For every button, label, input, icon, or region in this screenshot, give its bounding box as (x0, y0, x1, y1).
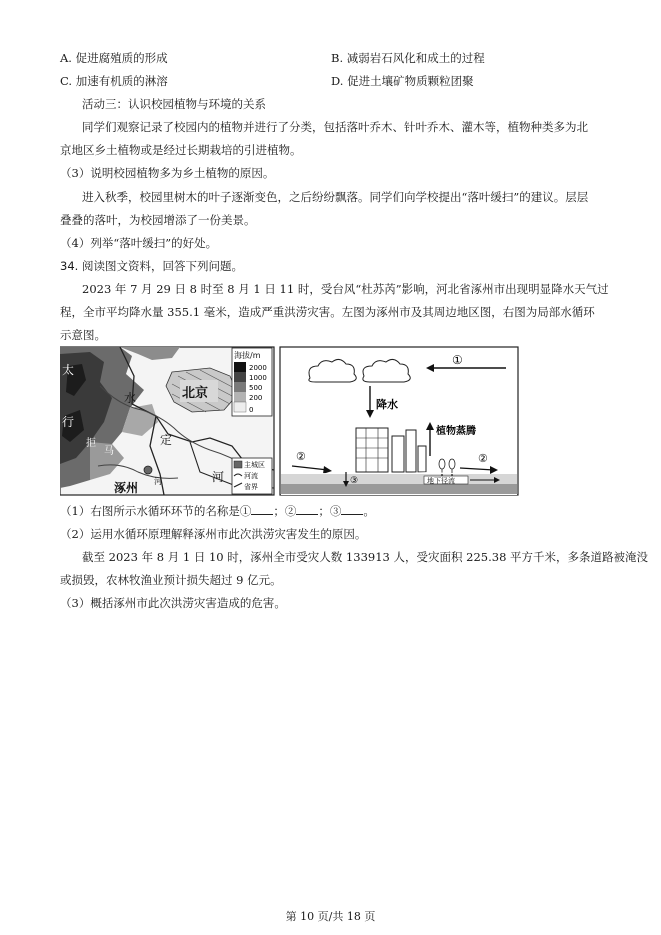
circle-2a-label: ② (296, 450, 306, 463)
activity3-para1-line1: 同学们观察记录了校园内的植物并进行了分类，包括落叶乔木、针叶乔木、灌木等，植物种类多为北 (82, 120, 588, 134)
q34-figures (60, 346, 520, 496)
legend-title: 海拔/m (234, 351, 261, 360)
q34-intro-line1: 2023 年 7 月 29 日 8 时至 8 月 1 日 11 时，受台风“杜苏芮”影响，河北省涿州市出现明显降水天气过 (82, 282, 609, 296)
sub1-sep2: ；② (273, 504, 297, 518)
label-zhuozhou: 涿州 (114, 481, 139, 495)
blank-3[interactable] (341, 504, 363, 515)
sub-question-1 (60, 503, 375, 519)
option-a: A. 促进腐殖质的形成 (60, 51, 168, 65)
elevation-legend (232, 348, 272, 416)
label-he: 河 (212, 470, 225, 484)
precip-label: 降水 (376, 398, 398, 411)
label-ju: 拒 (86, 438, 96, 449)
elev-0: 0 (249, 406, 254, 414)
q34-intro-line2: 程，全市平均降水量 355.1 毫米，造成严重洪涝灾害。左图为涿州市及其周边地区图，右图为局部水循环 (60, 305, 595, 319)
question-4: （4）列举“落叶缓扫”的好处。 (60, 236, 218, 250)
q34-intro-line3: 示意图。 (60, 328, 106, 342)
circle-3-label: ③ (350, 476, 359, 486)
sub-question-3: （3）概括涿州市此次洪涝灾害造成的危害。 (60, 596, 286, 610)
label-hang: 行 (62, 415, 75, 429)
option-c: C. 加速有机质的淋溶 (60, 74, 168, 88)
activity3-para2-line2: 叠叠的落叶，为校园增添了一份美景。 (60, 213, 256, 227)
label-shui: 水 (124, 391, 137, 405)
circle-2b-label: ② (478, 452, 488, 465)
activity3-title: 活动三：认识校园植物与环境的关系 (82, 97, 266, 111)
zhuozhou-map (60, 347, 274, 495)
activity3-para1-line2: 京地区乡土植物或是经过长期栽培的引进植物。 (60, 143, 302, 157)
legend-river: 河流 (244, 472, 258, 480)
page-footer: 第 10 页/共 18 页 (285, 910, 376, 923)
legend-border: 省界 (244, 483, 258, 491)
question-34-heading: 34. 阅读图文资料，回答下列问题。 (60, 259, 243, 273)
elev-2000: 2000 (249, 364, 267, 372)
label-ding: 定 (160, 433, 173, 447)
underground-label: 地下径流 (427, 477, 455, 485)
elev-1000: 1000 (249, 374, 267, 382)
label-beijing: 北京 (182, 386, 209, 401)
water-cycle-diagram (280, 347, 518, 495)
sub-question-2: （2）运用水循环原理解释涿州市此次洪涝灾害发生的原因。 (60, 527, 367, 541)
activity3-para2-line1: 进入秋季，校园里树木的叶子逐渐变色，之后纷纷飘落。同学们向学校提出“落叶缓扫”的建议。层层 (82, 190, 589, 204)
sub1-sep3: ；③ (318, 504, 342, 518)
option-b: B. 减弱岩石风化和成土的过程 (331, 51, 485, 65)
label-tai: 太 (62, 363, 75, 377)
blank-2[interactable] (296, 504, 318, 515)
circle-1-label: ① (452, 353, 463, 367)
option-d: D. 促进土壤矿物质颗粒团聚 (331, 74, 474, 88)
blank-1[interactable] (251, 504, 273, 515)
question-3: （3）说明校园植物多为乡土植物的原因。 (60, 166, 275, 180)
label-ma: 马 (104, 446, 114, 457)
legend-city: 主城区 (244, 461, 265, 469)
disaster-para-line2: 或损毁，农林牧渔业预计损失超过 9 亿元。 (60, 573, 282, 587)
transpiration-label: 植物蒸腾 (436, 426, 476, 437)
elev-200: 200 (249, 394, 263, 402)
label-he-small: 河 (154, 477, 162, 486)
feature-legend (232, 458, 272, 494)
disaster-para-line1: 截至 2023 年 8 月 1 日 10 时，涿州全市受灾人数 133913 人，受灾面积 225.38 平方千米，多条道路被淹没 (82, 550, 649, 564)
sub1-end: 。 (363, 504, 375, 518)
elev-500: 500 (249, 384, 263, 392)
sub1-prefix: （1）右图所示水循环环节的名称是① (60, 504, 252, 518)
